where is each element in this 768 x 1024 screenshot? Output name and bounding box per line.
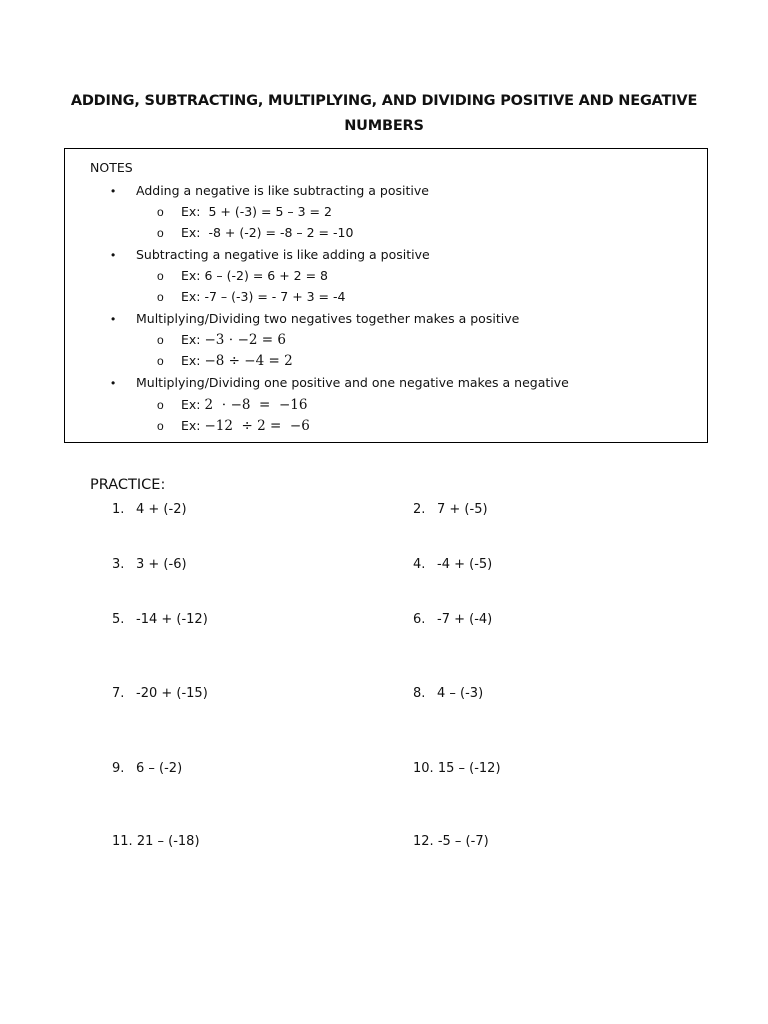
practice-problem-9: [112, 761, 182, 776]
problem-expression: 4 + (-2): [136, 502, 187, 517]
note-example-4b: [181, 418, 310, 434]
problem-expression: -5 – (-7): [437, 834, 489, 849]
note-example-4a: [181, 397, 307, 413]
problem-number: 1.: [112, 502, 125, 517]
problem-number: 2.: [413, 502, 426, 517]
practice-problem-12: [413, 834, 489, 849]
note-example-3a: [181, 332, 286, 348]
example-prefix: Ex:: [181, 353, 205, 368]
title-line-2: NUMBERS: [344, 118, 424, 134]
circle-bullet-icon: o: [157, 419, 164, 433]
circle-bullet-icon: o: [157, 290, 164, 304]
problem-number: 9.: [112, 761, 125, 776]
example-prefix: Ex:: [181, 418, 205, 433]
bullet-icon: •: [111, 376, 116, 390]
note-example-1b: Ex: -8 + (-2) = -8 – 2 = -10: [181, 225, 354, 240]
problem-number: 6.: [413, 612, 426, 627]
problem-number: 7.: [112, 686, 125, 701]
note-example-3b: [181, 353, 293, 369]
practice-problem-11: [112, 834, 200, 849]
title-line-1: ADDING, SUBTRACTING, MULTIPLYING, AND DIVIDING POSITIVE AND NEGATIVE: [70, 93, 698, 109]
problem-expression: 3 + (-6): [136, 557, 187, 572]
circle-bullet-icon: o: [157, 333, 164, 347]
problem-number: 4.: [413, 557, 426, 572]
problem-expression: 15 – (-12): [437, 761, 501, 776]
notes-heading: NOTES: [90, 160, 133, 175]
problem-expression: -4 + (-5): [437, 557, 493, 572]
practice-problem-5: [112, 612, 208, 627]
problem-number: 3.: [112, 557, 125, 572]
practice-problem-10: [413, 761, 501, 776]
problem-number: 8.: [413, 686, 426, 701]
problem-expression: 6 – (-2): [136, 761, 183, 776]
note-rule-2: Subtracting a negative is like adding a positive: [136, 247, 430, 262]
note-rule-4: Multiplying/Dividing one positive and one negative makes a negative: [136, 375, 569, 390]
example-math: −8 ÷ −4 = 2: [204, 353, 293, 369]
problem-expression: -14 + (-12): [136, 612, 208, 627]
notes-box: [64, 148, 708, 443]
practice-problem-6: [413, 612, 492, 627]
example-prefix: Ex:: [181, 397, 205, 412]
problem-expression: -20 + (-15): [136, 686, 208, 701]
problem-expression: 21 – (-18): [136, 834, 200, 849]
note-example-2a: Ex: 6 – (-2) = 6 + 2 = 8: [181, 268, 328, 283]
note-example-2b: Ex: -7 – (-3) = - 7 + 3 = -4: [181, 289, 346, 304]
practice-problem-3: [112, 557, 187, 572]
example-math: −3 ⋅ −2 = 6: [204, 332, 286, 348]
worksheet-title: [60, 89, 708, 139]
bullet-icon: •: [111, 184, 116, 198]
bullet-icon: •: [111, 248, 116, 262]
note-rule-1: Adding a negative is like subtracting a positive: [136, 183, 429, 198]
practice-problem-7: [112, 686, 208, 701]
practice-problem-2: [413, 502, 488, 517]
example-math: 2 ⋅ −8 = −16: [204, 397, 308, 413]
practice-problem-1: [112, 502, 187, 517]
example-math: −12 ÷ 2 = −6: [204, 418, 310, 434]
problem-number: 10.: [413, 761, 434, 776]
circle-bullet-icon: o: [157, 269, 164, 283]
problem-expression: -7 + (-4): [437, 612, 493, 627]
problem-number: 11.: [112, 834, 133, 849]
note-example-1a: Ex: 5 + (-3) = 5 – 3 = 2: [181, 204, 332, 219]
bullet-icon: •: [111, 312, 116, 326]
problem-expression: 4 – (-3): [437, 686, 484, 701]
practice-heading: PRACTICE:: [90, 477, 166, 493]
practice-problem-8: [413, 686, 483, 701]
circle-bullet-icon: o: [157, 226, 164, 240]
problem-number: 5.: [112, 612, 125, 627]
circle-bullet-icon: o: [157, 205, 164, 219]
note-rule-3: Multiplying/Dividing two negatives together makes a positive: [136, 311, 520, 326]
problem-expression: 7 + (-5): [437, 502, 488, 517]
example-prefix: Ex:: [181, 332, 205, 347]
problem-number: 12.: [413, 834, 434, 849]
circle-bullet-icon: o: [157, 398, 164, 412]
practice-problem-4: [413, 557, 492, 572]
circle-bullet-icon: o: [157, 354, 164, 368]
